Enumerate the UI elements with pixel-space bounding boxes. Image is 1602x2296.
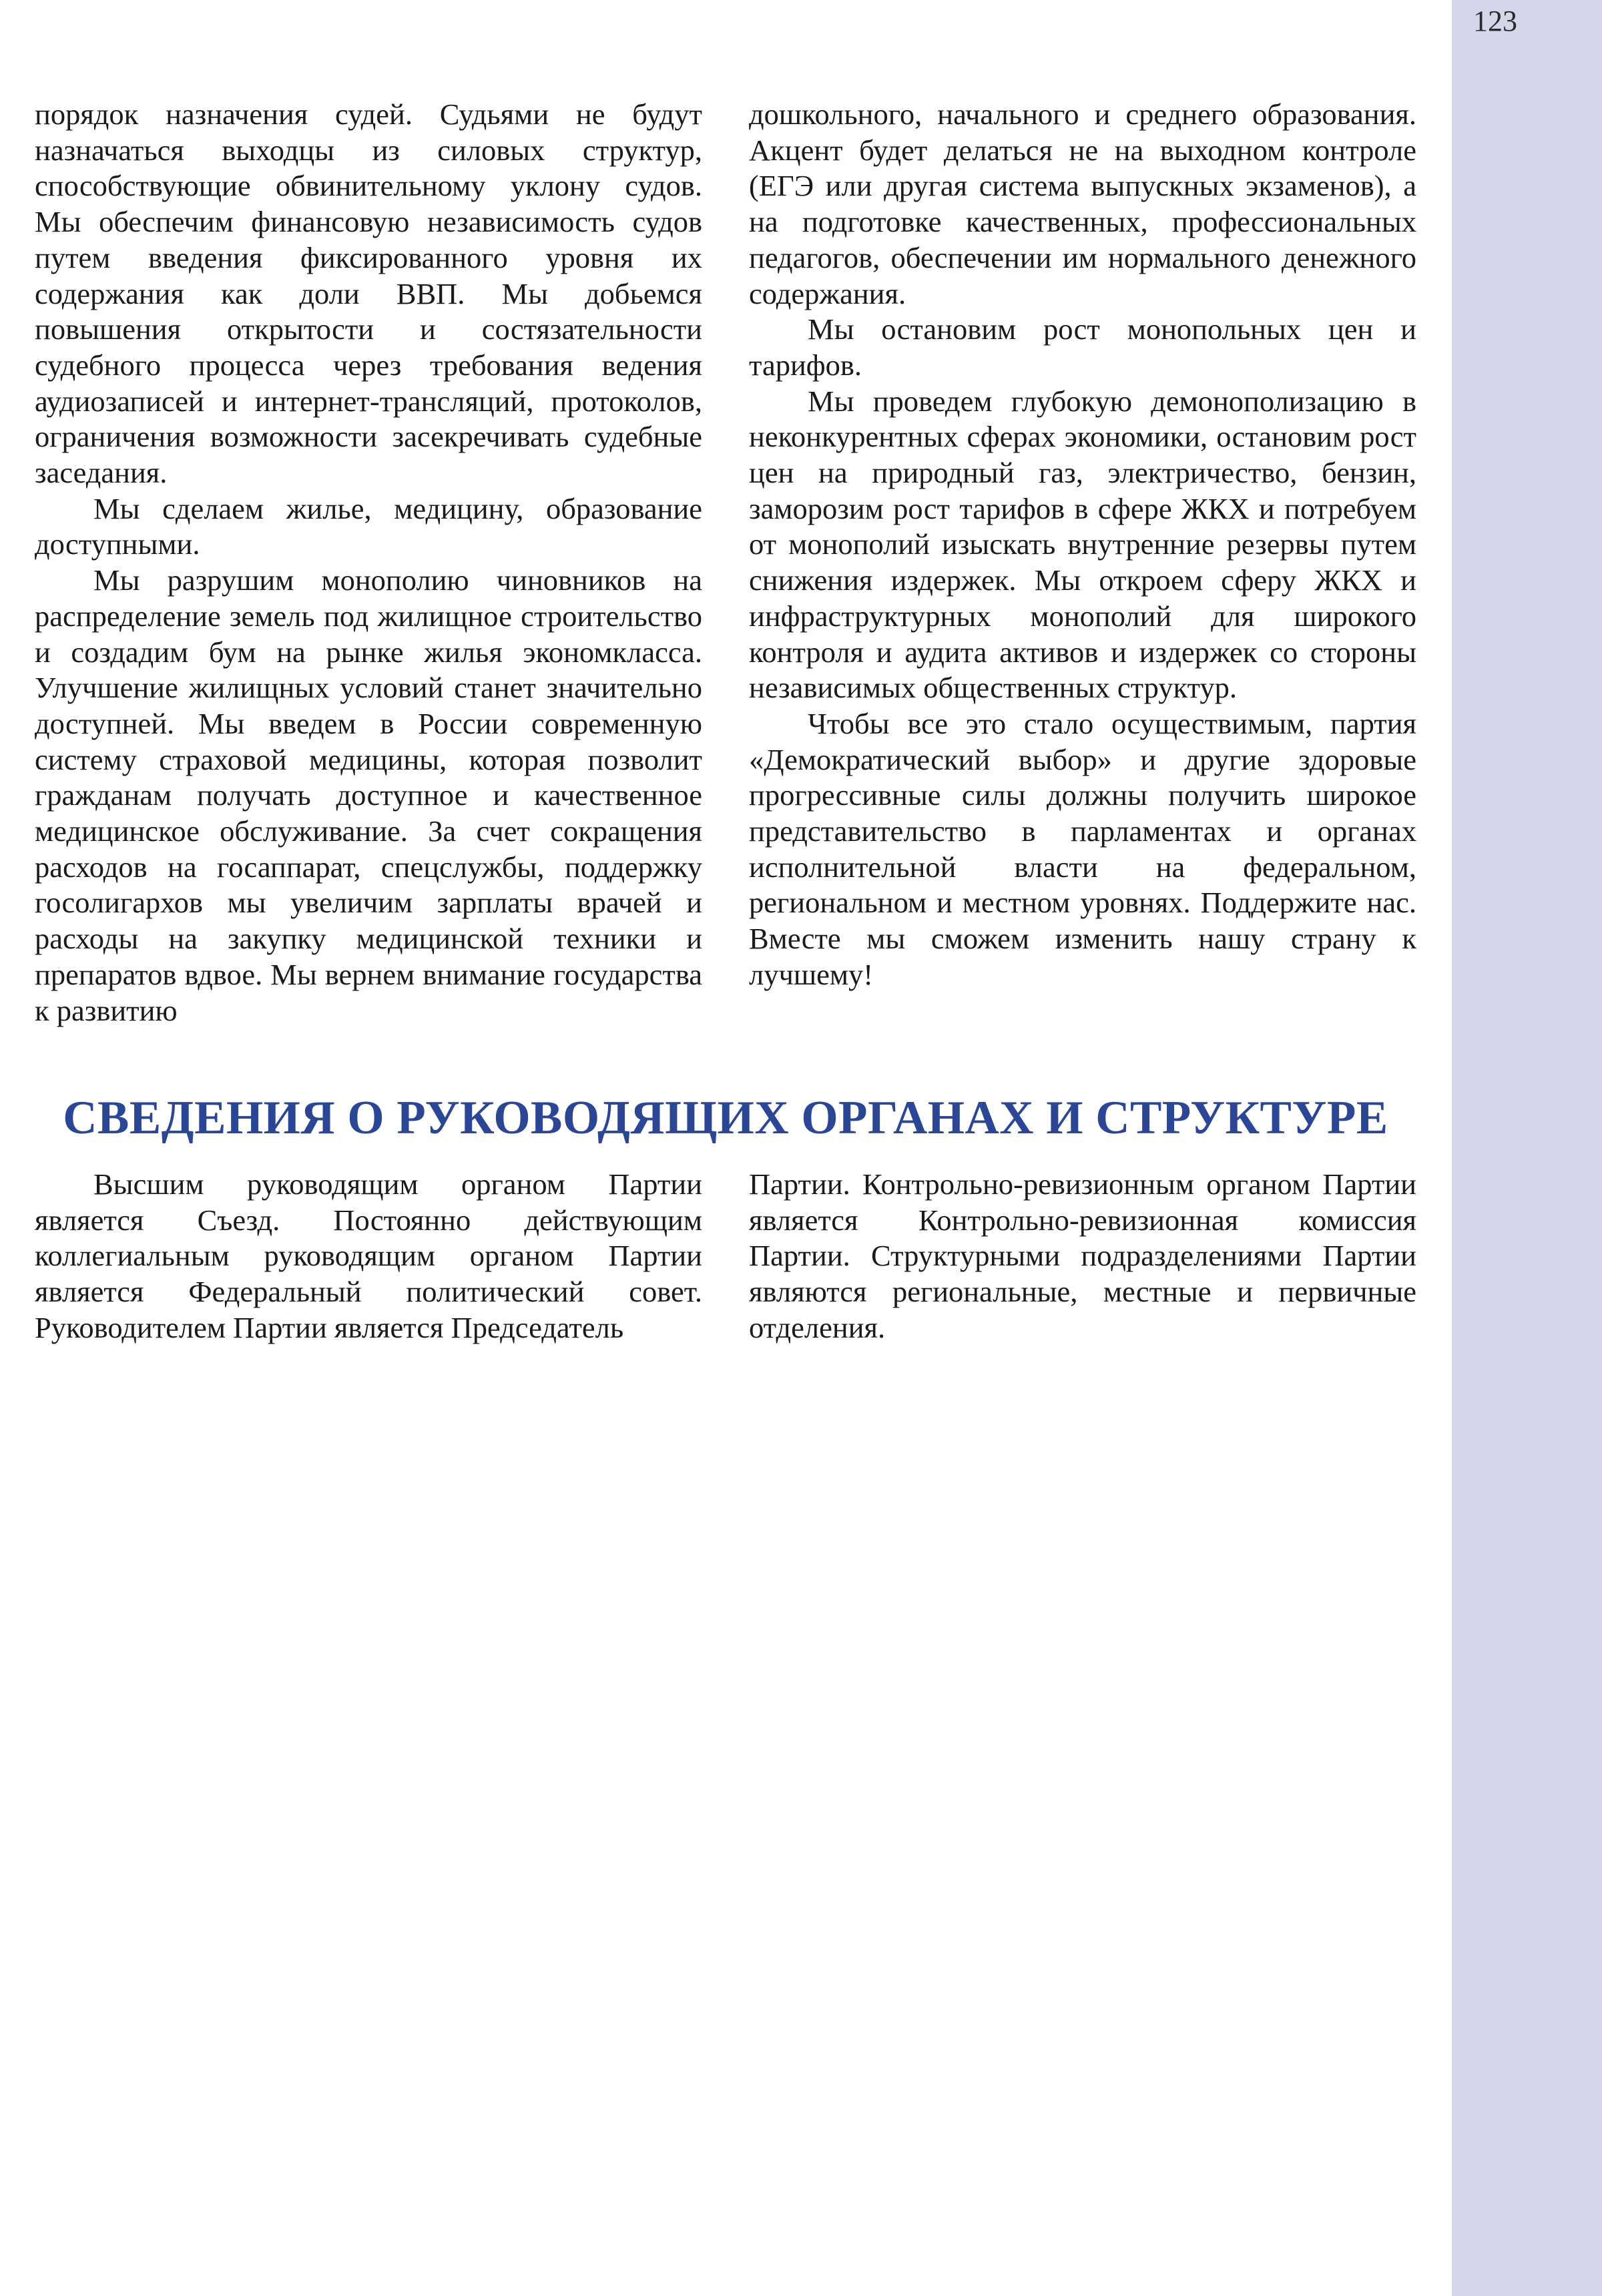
paragraph-affordable: Мы сделаем жилье, медицину, образование доступными. <box>35 491 702 561</box>
paragraph-call-to-action: Чтобы все это стало осуществимым, партия «Демократический выбор» и другие здоровые прогрессивные силы должны получить широкое представительство в парламентах и органах исполнительной власти на федеральном, региональном и местном уровнях. Поддержите нас. Вместе мы сможем изменить нашу страну к лучшему! <box>749 706 1416 991</box>
paragraph-demonopolization: Мы проведем глубокую демонополизацию в неконкурентных сферах экономики, остановим рост цен на природный газ, электричество, бензин, заморозим рост тарифов в сфере ЖКХ и потребуем от монополий изыскать внутренние резервы путем снижения издержек. Мы откроем сферу ЖКХ и инфраструктурных монополий для широкого контроля и аудита активов и издержек со стороны независимых общественных структур. <box>749 384 1416 705</box>
structure-right-column <box>749 1167 1416 1346</box>
paragraph-courts: порядок назначения судей. Судьями не будут назначаться выходцы из силовых структур, способствующие обвинительному уклону судов. Мы обеспечим финансовую независимость судов путем введения фиксированного уровня их содержания как доли ВВП. Мы добьемся повышения открытости и состязательности судебного процесса через требования ведения аудиозаписей и интернет-трансляций, протоколов, ограничения возможности засекречивать судебные заседания. <box>35 97 702 490</box>
paragraph-housing-medicine: Мы разрушим монополию чиновников на распределение земель под жилищное строительство и создадим бум на рынке жилья экономкласса. Улучшение жилищных условий станет значительно доступней. Мы введем в России современную систему страховой медицины, которая позволит гражданам получать доступное и качественное медицинское обслуживание. За счет сокращения расходов на госаппарат, спецслужбы, поддержку госолигархов мы увеличим зарплаты врачей и расходы на закупку медицинской техники и препаратов вдвое. Мы вернем внимание государства к развитию <box>35 563 702 1027</box>
paragraph-tariffs: Мы остановим рост монопольных цен и тарифов. <box>749 312 1416 382</box>
program-right-column <box>749 97 1416 1029</box>
structure-text <box>35 1167 1416 1346</box>
program-text <box>35 97 1416 1029</box>
paragraph-governing-bodies: Высшим руководящим органом Партии является Съезд. Постоянно действующим коллегиальным руководящим органом Партии является Федеральный политический совет. Руководителем Партии является Председатель <box>35 1167 702 1344</box>
program-left-column <box>35 97 702 1029</box>
paragraph-education: дошкольного, начального и среднего образования. Акцент будет делаться не на выходном контроле (ЕГЭ или другая система выпускных экзаменов), а на подготовке качественных, профессиональных педагогов, обеспечении им нормального денежного содержания. <box>749 97 1416 310</box>
page-number: 123 <box>1473 5 1517 37</box>
side-band <box>1452 0 1602 2296</box>
paragraph-subdivisions: Партии. Контрольно-ревизионным органом Партии является Контрольно-ревизионная комиссия Партии. Структурными подразделениями Партии являются региональные, местные и первичные отделения. <box>749 1167 1416 1344</box>
section-heading: СВЕДЕНИЯ О РУКОВОДЯЩИХ ОРГАНАХ И СТРУКТУРЕ <box>63 1092 1388 1144</box>
structure-left-column <box>35 1167 702 1346</box>
